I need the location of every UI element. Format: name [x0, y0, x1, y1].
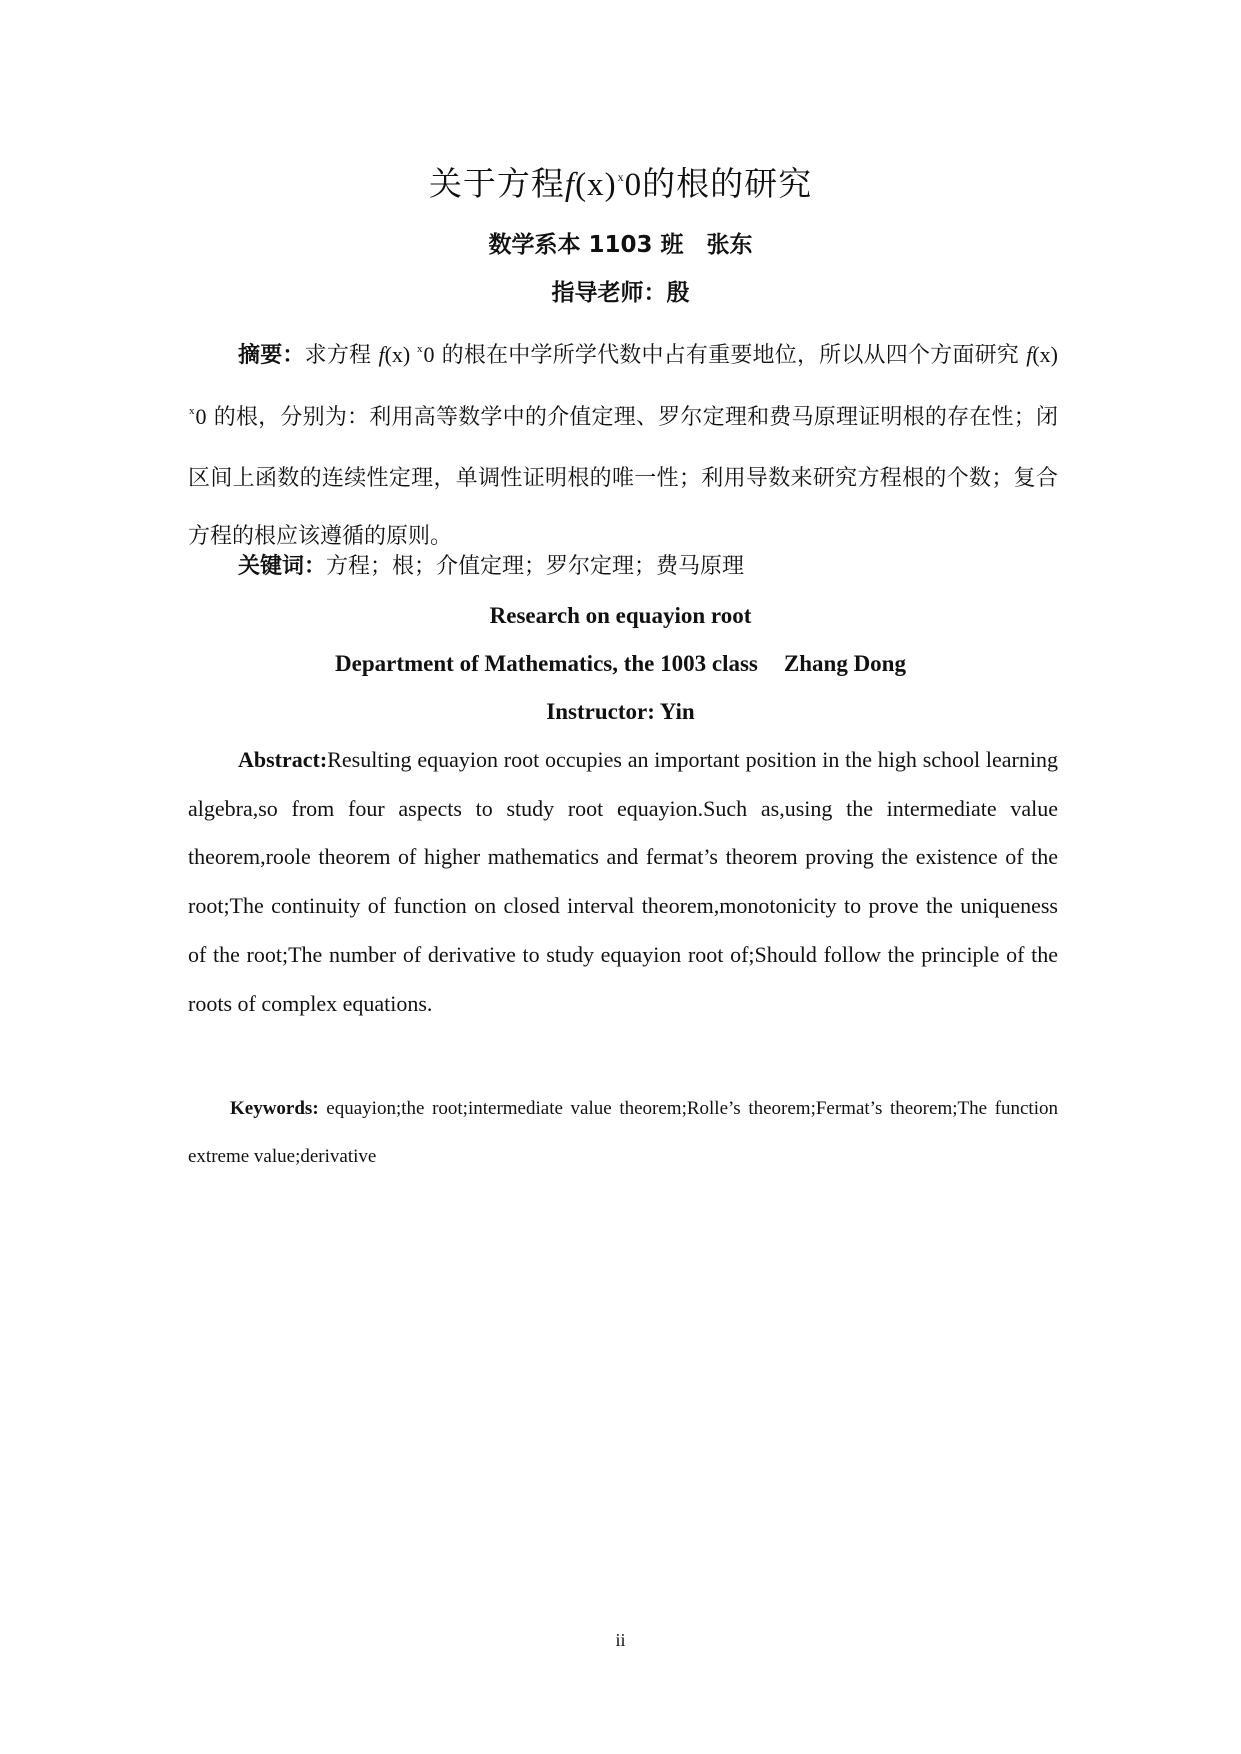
abstract-math-1-zero: 0: [423, 342, 435, 367]
english-title: Research on equayion root: [489, 603, 752, 628]
abstract-math-2-sup: x: [189, 405, 195, 417]
english-advisor-line: Instructor: Yin: [546, 699, 695, 724]
abstract-math-1-sup: x: [416, 343, 423, 355]
chinese-abstract-seg3: 的根，分别为：利用高等数学中的介值定理、罗尔定理和费马原理证明根的存在性；闭区间上函数的连续性定理，单调性证明根的唯一性；利用导数来研究方程根的个数；复合方程的根应该遵循的原则。: [188, 405, 1058, 549]
abstract-math-2-x: (x): [1032, 342, 1058, 367]
abstract-math-1: [378, 342, 434, 367]
title-math-sup: x: [617, 170, 624, 184]
chinese-abstract-seg2: 的根在中学所学代数中占有重要地位，所以从四个方面研究: [441, 343, 1019, 368]
chinese-abstract-label: 摘要：: [238, 343, 305, 368]
title-suffix: 的根的研究: [642, 164, 813, 203]
chinese-keywords: [188, 549, 1058, 580]
english-keywords-label: Keywords:: [230, 1098, 319, 1119]
english-abstract-label: Abstract:: [238, 747, 328, 772]
chinese-advisor-line: 指导老师：殷: [551, 280, 690, 306]
chinese-title: [0, 158, 1241, 205]
chinese-author-line: 数学系本 1103 班 张东: [488, 232, 753, 258]
abstract-math-1-x: (x): [384, 342, 411, 367]
title-math-zero: 0: [624, 167, 643, 203]
chinese-abstract: [188, 326, 1058, 566]
english-author-line: [0, 651, 1241, 677]
chinese-keywords-text: 方程；根；介值定理；罗尔定理；费马原理: [326, 554, 745, 579]
english-keywords: [188, 1085, 1058, 1181]
page-number: ii: [615, 1630, 626, 1650]
english-abstract-text: Resulting equayion root occupies an important position in the high school learning algebra,so from four aspects to study root equayion.Such as,using the intermediate value theorem,roole theorem of higher mathematics and fermat’s theorem proving the existence of the root;The continuity of function on closed interval theorem,monotonicity to prove the uniqueness of the root;The number of derivative to study equayion root of;Should follow the principle of the roots of complex equations.: [188, 747, 1058, 1016]
abstract-math-1-f: f: [378, 342, 385, 367]
title-math-x: (x): [575, 167, 617, 203]
chinese-abstract-seg1: 求方程: [304, 343, 372, 368]
english-abstract: [188, 736, 1058, 1028]
title-math-f: f: [564, 167, 576, 203]
abstract-math-2-f: f: [1026, 342, 1033, 367]
english-keywords-text: equayion;the root;intermediate value theorem;Rolle’s theorem;Fermat’s theorem;The function extreme value;derivative: [188, 1098, 1058, 1167]
abstract-math-2-zero: 0: [195, 404, 207, 429]
title-math: [565, 167, 642, 203]
title-prefix: 关于方程: [428, 164, 565, 203]
chinese-keywords-label: 关键词：: [238, 554, 327, 579]
english-author-name: Zhang Dong: [783, 651, 906, 676]
english-author-dept: Department of Mathematics, the 1003 class: [335, 651, 758, 676]
